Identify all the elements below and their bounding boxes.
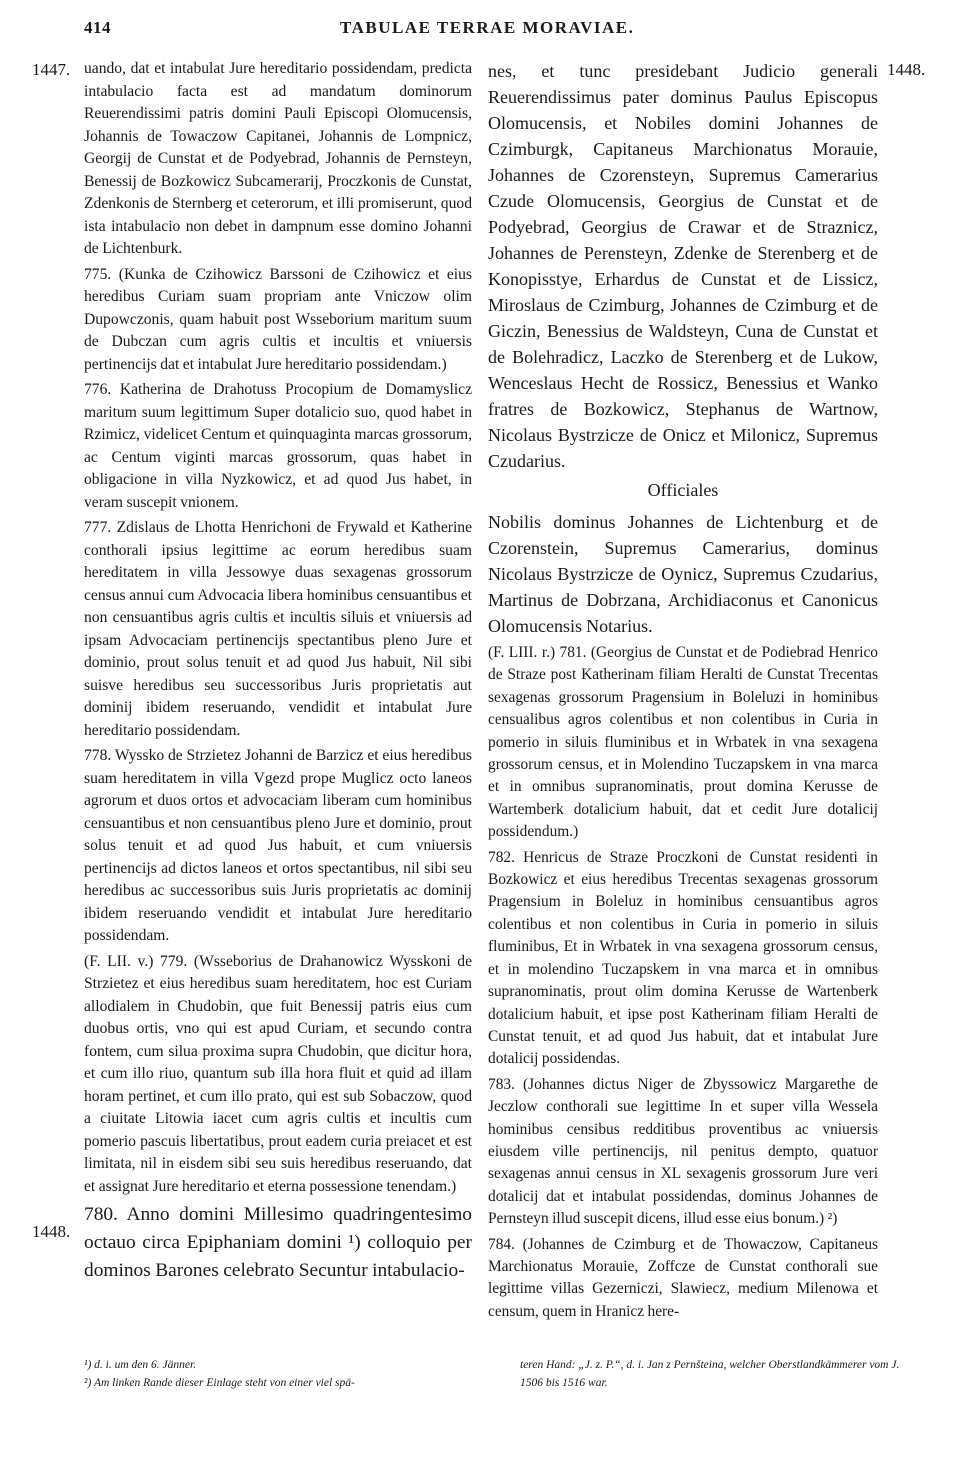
entry-781: (F. LIII. r.) 781. (Georgius de Cunstat et de Podiebrad Henrico de Straze post Katherinam filiam Heralti de Cunstat Trecentas sexagenas grossorum Pragensium in Boleluzi in hominibus censualibus agros colentibus et non colentibus in Curia in pomerio in siluis fluminibus et in Wrbatek in vna sexagena grossorum census, et in Molendino Tuczapskem in vna marca et in omnibus supranominatis, prout domina Kerusse de Wartemberk dotalicium habuit, dat et cedit Jure dotalicij possidendum.) [488,644,878,841]
right-column [488,58,878,1326]
margin-year-1448-left: 1448. [32,1222,71,1241]
footnote-2: ²) Am linken Rande dieser Einlage steht von einer viel spä- [84,1377,355,1389]
officiales-text: Nobilis dominus Johannes de Lichtenburg et de Czorenstein, Supremus Camerarius, dominus Nicolaus Bystrzicze de Oynicz, Supremus Czudarius, Martinus de Dobrzana, Archidiaconus et Canonicus Olomucensis Notarius. [488,512,878,636]
footnote-1: ¹) d. i. um den 6. Jänner. [84,1359,197,1371]
running-title: TABULAE TERRAE MORAVIAE. [340,18,635,37]
entry-777: 777. Zdislaus de Lhotta Henrichoni de Frywald et Katherine conthorali ipsius legittime ac eorum heredibus suam hereditatem in villa Jessowye duas sexagenas grossorum census annui cum Advocacia libera hominibus censuantibus et non censuantibus agris cultis et incultis siluis et vniuersis ad ipsam Advocaciam pertinencijs spectantibus pleno Jure et dominio, prout solus tenuit et ad quod Jus habuit, Nil sibi suisve heredibus seu successoribus Juris proprietatis aut dominij ibidem reseruando, vendidit et intabulat Jure hereditario possidendam. [84,519,472,739]
margin-year-1448-right: 1448. [887,60,926,79]
paragraph-intro: uando, dat et intabulat Jure hereditario possidendam, predicta intabulacio facta est ad mandatum dominorum Reuerendissimi patris domini Pauli Episcopi Olomucensis, Johannis de Towaczow Capitanei, Johannis de Lompnicz, Georgij de Cunstat et de Podyebrad, Johannis de Pernsteyn, Benessij de Bozkowicz Subcamerarij, Proczkonis de Cunstat, Zdenkonis de Sternberg et ceterorum, et illi promiserunt, quod ista intabulacio non debet in dampnum esse domino Johanni de Lichtenburk. [84,60,472,257]
entry-775: 775. (Kunka de Czihowicz Barssoni de Czihowicz et eius heredibus Curiam suam propriam ante Vniczow olim Dupowczonis, quam habuit post Wsseborium maritum suum de Dubczan cum agris cultis et incultis et vniuersis pertinencijs dat et intabulat Jure hereditario possidendam.) [84,265,472,373]
entry-778: 778. Wyssko de Strzietez Johanni de Barzicz et eius heredibus suam hereditatem in villa Vgezd prope Muglicz octo laneos agrorum et duos ortos et advocaciam liberam cum hominibus censuantibus et non censuantibus pleno Jure et dominio, prout solus tenuit et ad quod Jus habuit, et cum vniuersis pertinencijs ad dictos laneos et ortos spectantibus, nil sibi seu heredibus ac successoribus suis Juris proprietatis ac dominij ibidem reseruando vendidit et intabulat Jure hereditario possidendam. [84,747,472,944]
page-number: 414 [84,18,111,37]
entry-780-continued: nes, et tunc presidebant Judicio generali Reuerendissimus pater dominus Paulus Episcopus Olomucensis, et Nobiles domini Johannes de Czimburgk, Capitaneus Marchionatus Morauie, Johannes de Czorensteyn, Supremus Camerarius Czude Olomucensis, Georgius de Cunstat et de Podyebrad, Georgius de Crawar et de Straznicz, Johannes de Perensteyn, Zdenke de Sterenberg et de Konopisstye, Erhardus de Cunstat et de Lissicz, Miroslaus de Czimburg, Johannes de Czimburg et de Giczin, Benessius de Waldsteyn, Cuna de Cunstat et de Bolehradicz, Laczko de Sterenberg et de Lukow, Wenceslaus Hecht de Rossicz, Benessius et Wanko fratres de Bozkowicz, Stephanus de Wartnow, Nicolaus Bystrzicze de Onicz et Milonicz, Supremus Czudarius. [488,61,878,471]
officiales-heading: Officiales [647,480,719,500]
entry-776: 776. Katherina de Drahotuss Procopium de Domamyslicz maritum suum legittimum Super dotalicio suo, quod habet in Rzimicz, videlicet Centum et quinquaginta marcas grossorum, ac Centum viginti marcas grossorum, quas habet in obligacione in villa Nyzkowicz, et ad quod Jus habet, in veram suscepit vnionem. [84,381,472,511]
entry-779: (F. LII. v.) 779. (Wsseborius de Drahanowicz Wysskoni de Strzietez et eius heredibus suam hereditatem, hoc est Curiam allodialem in Chudobin, que fuit Benessij patris eius cum duobus ortis, vno qui est apud Curiam, et secundo contra fontem, cum silua proxima supra Chudobin, que dicitur hora, et cum illo riuo, quantum sub illa hora fluit et quid ad illam horam pertinet, et cum illo prato, qui est sub Sobaczow, quod a ciuitate Litowia iacet cum agris cultis et incultis cum pomerio pascuis libertatibus, prout eadem curia preiacet et est limitata, nil in eisdem sibi seu suis heredibus reseruando, dat et assignat Jure hereditario et eterna possessione tenendam.) [84,952,472,1195]
left-column [84,58,472,1288]
margin-year-1447: 1447. [32,60,71,79]
footnote-2-continued: teren Hand: „J. z. P.“, d. i. Jan z Pernšteina, welcher Oberstlandkämmerer vom J. 1506 bis 1516 war. [520,1359,900,1389]
footnotes-right [520,1356,900,1392]
entry-784: 784. (Johannes de Czimburg et de Thowaczow, Capitaneus Marchionatus Morauie, Zoffcze de Cunstat conthorali sue legittime villas Gezerniczi, Slawiecz, medium Milenowa et censum, quem in Hranicz here- [488,1235,878,1320]
entry-780: 780. Anno domini Millesimo quadringentesimo octauo circa Epiphaniam domini ¹) colloquio per dominos Barones celebrato Secuntur intabulacio- [84,1204,472,1281]
footnotes-left [84,1356,484,1392]
entry-782: 782. Henricus de Straze Proczkoni de Cunstat residenti in Bozkowicz et eius heredibus Trecentas sexagenas grossorum Pragensium in Boleluz in hominibus censuantibus agros colentibus et non colentibus in Curia in pomerio in siluis fluminibus, Et in Wrbatek in vna sexagena grossorum census, et in molendino Tuczapskem in vna marca et in omnibus supranominatis, prout olim domina Kerusse de Wartenberk dotalicium habuit, et ipse post Katherinam filiam Heralti de Cunstat tenuit, et ad quod Jus habuit, dat et intabulat Jure dotalicij possidendas. [488,848,878,1068]
entry-783: 783. (Johannes dictus Niger de Zbyssowicz Margarethe de Jeczlow conthorali sue legittime In et super villa Wessela hominibus censibus redditibus proventibus ac vniuersis eiusdem ville pertinencijs, nil penitus dempto, quatuor sexagenas annui census in XL sexagenis grossorum Jure veri dotalicij dat et intabulat possidendas, dominus Johannes de Pernsteyn illud suscepit dicens, illud esse eius bonum.) ²) [488,1075,878,1228]
page-header [0,14,960,44]
